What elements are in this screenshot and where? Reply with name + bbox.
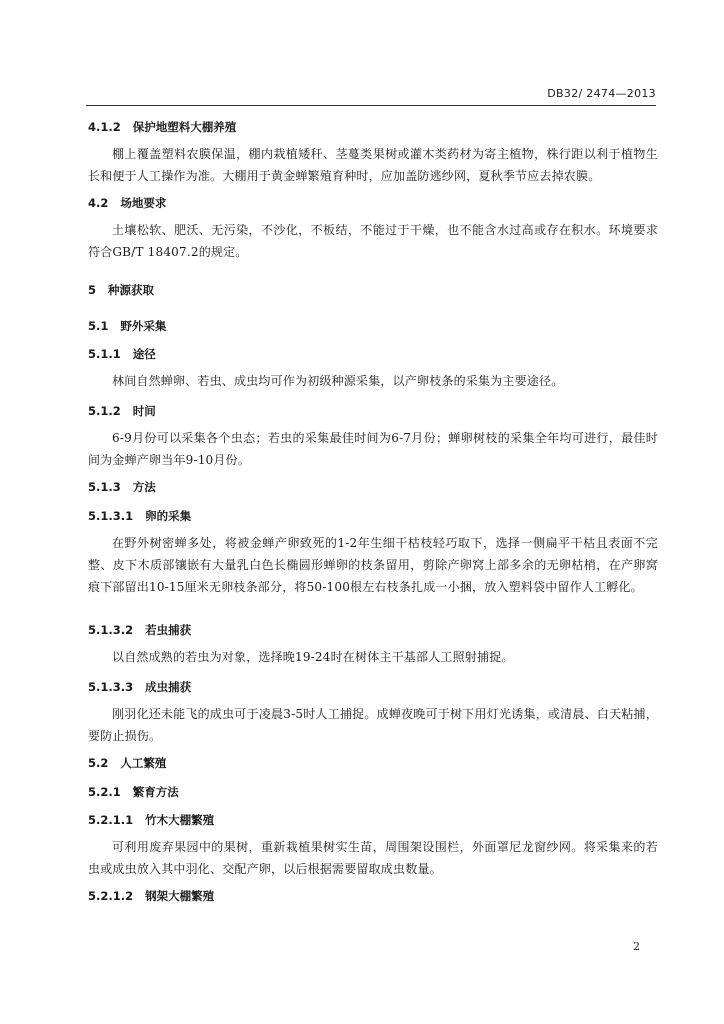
heading-5-1-3	[88, 479, 156, 495]
heading-5-1-2	[88, 403, 156, 419]
heading-title: 种源获取	[108, 283, 155, 297]
heading-5-1-3-1	[88, 508, 191, 524]
heading-title: 人工繁殖	[120, 756, 167, 770]
heading-number: 5.1	[88, 319, 109, 333]
page-number: 2	[633, 940, 640, 953]
heading-title: 途径	[132, 347, 156, 361]
heading-number: 5.1.3.1	[88, 509, 134, 523]
heading-title: 场地要求	[120, 196, 167, 210]
heading-title: 若虫捕获	[145, 623, 192, 637]
heading-number: 5.1.2	[88, 404, 121, 418]
heading-number: 5.1.1	[88, 347, 121, 361]
paragraph: 棚上覆盖塑料农膜保温，棚内栽植矮秆、茎蔓类果树或灌木类药材为寄主植物，株行距以利于植物生长和便于人工操作为准。大棚用于黄金蝉繁殖育种时，应加盖防逃纱网，夏秋季节应去掉农膜。	[88, 147, 658, 183]
heading-5-1-3-2	[88, 622, 191, 638]
paragraph: 以自然成熟的若虫为对象，选择晚19-24时在树体主干基部人工照射捕捉。	[112, 650, 514, 664]
heading-5-2-1-2	[88, 888, 214, 904]
heading-title: 成虫捕获	[145, 680, 192, 694]
heading-title: 方法	[132, 480, 156, 494]
heading-number: 5.2	[88, 756, 109, 770]
heading-number: 5.1.3.2	[88, 623, 134, 637]
heading-5-1	[88, 318, 166, 334]
paragraph: 刚羽化还未能飞的成虫可于凌晨3-5时人工捕捉。成蝉夜晚可于树下用灯光诱集，或清晨、白天粘捕，要防止损伤。	[88, 707, 658, 743]
paragraph: 6-9月份可以采集各个虫态；若虫的采集最佳时间为6-7月份；蝉卵树枝的采集全年均可进行，最佳时间为金蝉产卵当年9-10月份。	[88, 431, 658, 467]
heading-title: 卵的采集	[145, 509, 192, 523]
heading-number: 5.2.1.2	[88, 889, 134, 903]
heading-title: 时间	[132, 404, 156, 418]
paragraph: 土壤松软、肥沃、无污染，不沙化，不板结，不能过于干燥，也不能含水过高或存在积水。环境要求符合GB/T 18407.2的规定。	[88, 223, 658, 259]
heading-4-1-2	[88, 119, 236, 135]
heading-title: 野外采集	[120, 319, 167, 333]
heading-5-2-1	[88, 784, 179, 800]
heading-5-2	[88, 755, 166, 771]
paragraph: 可利用废弃果园中的果树，重新栽植果树实生苗，周围架设围栏，外面罩尼龙窗纱网。将采集来的若虫或成虫放入其中羽化、交配产卵，以后根据需要留取成虫数量。	[88, 840, 658, 876]
heading-number: 4.2	[88, 196, 109, 210]
heading-5-2-1-1	[88, 812, 214, 828]
heading-number: 5.2.1	[88, 785, 121, 799]
header-divider	[86, 105, 656, 106]
heading-5-1-1	[88, 346, 156, 362]
heading-4-2	[88, 195, 166, 211]
heading-number: 5.1.3	[88, 480, 121, 494]
heading-5-1-3-3	[88, 679, 191, 695]
heading-5	[88, 282, 154, 298]
heading-number: 4.1.2	[88, 120, 121, 134]
heading-number: 5	[88, 283, 97, 297]
paragraph: 在野外树密蝉多处，将被金蝉产卵致死的1-2年生细干枯枝轻巧取下，选择一侧扁平干枯且表面不完整、皮下木质部镶嵌有大量乳白色长椭圆形蝉卵的枝条留用，剪除产卵窝上部多余的无卵枯梢，在产卵窝痕下部留出10-15厘米无卵枝条部分，将50-100根左右枝条扎成一小捆，放入塑料袋中留作人工孵化。	[88, 536, 658, 594]
heading-title: 保护地塑料大棚养殖	[132, 120, 237, 134]
heading-number: 5.1.3.3	[88, 680, 134, 694]
heading-title: 竹木大棚繁殖	[145, 813, 215, 827]
heading-number: 5.2.1.1	[88, 813, 134, 827]
heading-title: 钢架大棚繁殖	[145, 889, 215, 903]
document-id: DB32/ 2474—2013	[547, 87, 656, 100]
paragraph: 林间自然蝉卵、若虫、成虫均可作为初级种源采集，以产卵枝条的采集为主要途径。	[112, 374, 564, 388]
heading-title: 繁育方法	[132, 785, 179, 799]
